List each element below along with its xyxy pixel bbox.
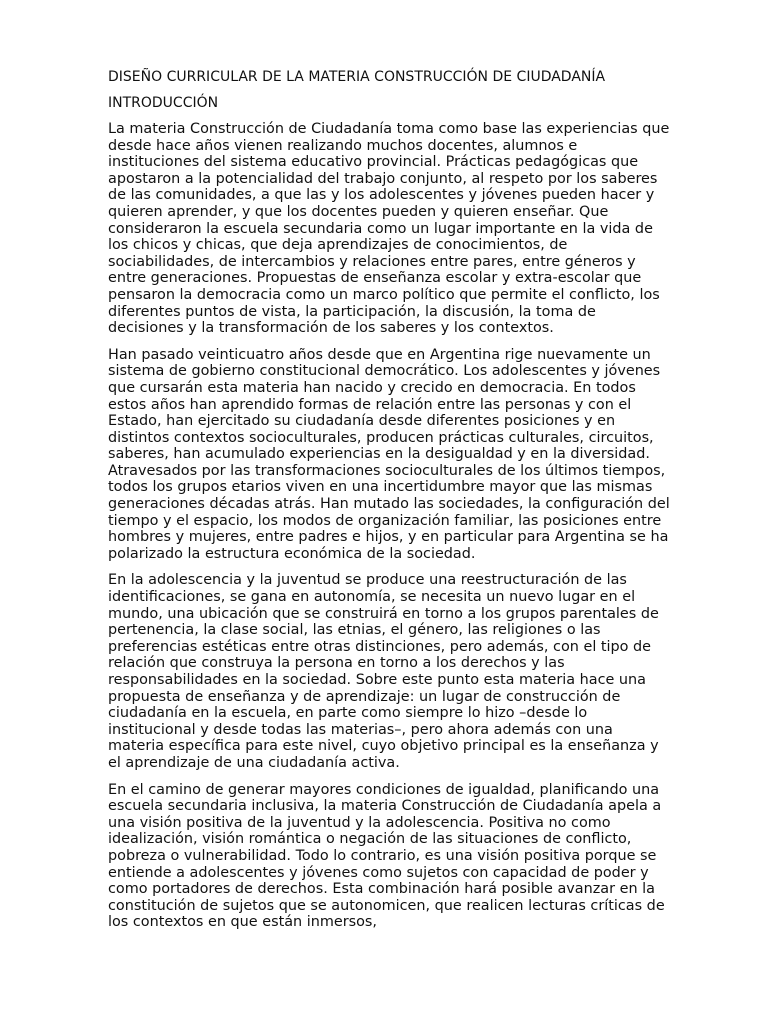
section-heading: INTRODUCCIÓN [108, 95, 219, 111]
paragraph: La materia Construcción de Ciudadanía toma como base las experiencias que desde hace años vienen realizando muchos docentes, alumnos e instituciones del sistema educativo provincial. Prácticas pedagógicas que apostaron a la potencialidad del trabajo conjunto, al respeto por los saberes de las comunidades, a que las y los adolescentes y jóvenes pueden hacer y quieren aprender, y que los docentes pueden y quieren enseñar. Que consideraron la escuela secundaria como un lugar importante en la vida de los chicos y chicas, que deja aprendizajes de conocimientos, de sociabilidades, de intercambios y relaciones entre pares, entre géneros y entre generaciones. Propuestas de enseñanza escolar y extra-escolar que pensaron la democracia como un marco político que permite el conflicto, los diferentes puntos de vista, la participación, la discusión, la toma de decisiones y la transformación de los saberes y los contextos. [108, 121, 670, 337]
document-title: DISEÑO CURRICULAR DE LA MATERIA CONSTRUCCIÓN DE CIUDADANÍA [108, 69, 606, 85]
paragraph: En la adolescencia y la juventud se produce una reestructuración de las identificaciones, se gana en autonomía, se necesita un nuevo lugar en el mundo, una ubicación que se construirá en torno a los grupos parentales de pertenencia, la clase social, las etnias, el género, las religiones o las preferencias estéticas entre otras distinciones, pero además, con el tipo de relación que construya la persona en torno a los derechos y las responsabilidades en la sociedad. Sobre este punto esta materia hace una propuesta de enseñanza y de aprendizaje: un lugar de construcción de ciudadanía en la escuela, en parte como siempre lo hizo –desde lo institucional y desde todas las materias–, pero ahora además con una materia específica para este nivel, cuyo objetivo principal es la enseñanza y el aprendizaje de una ciudadanía activa. [108, 572, 659, 771]
paragraph: Han pasado veinticuatro años desde que en Argentina rige nuevamente un sistema de gobierno constitucional democrático. Los adolescentes y jóvenes que cursarán esta materia han nacido y crecido en democracia. En todos estos años han aprendido formas de relación entre las personas y con el Estado, han ejercitado su ciudadanía desde diferentes posiciones y en distintos contextos socioculturales, producen prácticas culturales, circuitos, saberes, han acumulado experiencias en la desigualdad y en la diversidad. Atravesados por las transformaciones socioculturales de los últimos tiempos, todos los grupos etarios viven en una incertidumbre mayor que las mismas generaciones décadas atrás. Han mutado las sociedades, la configuración del tiempo y el espacio, los modos de organización familiar, las posiciones entre hombres y mujeres, entre padres e hijos, y en particular para Argentina se ha polarizado la estructura económica de la sociedad. [108, 346, 670, 562]
paragraph: En el camino de generar mayores condiciones de igualdad, planificando una escuela secundaria inclusiva, la materia Construcción de Ciudadanía apela a una visión positiva de la juventud y la adolescencia. Positiva no como idealización, visión romántica o negación de las situaciones de conflicto, pobreza o vulnerabilidad. Todo lo contrario, es una visión positiva porque se entiende a adolescentes y jóvenes como sujetos con capacidad de poder y como portadores de derechos. Esta combinación hará posible avanzar en la constitución de sujetos que se autonomicen, que realicen lecturas críticas de los contextos en que están inmersos, [108, 781, 665, 931]
